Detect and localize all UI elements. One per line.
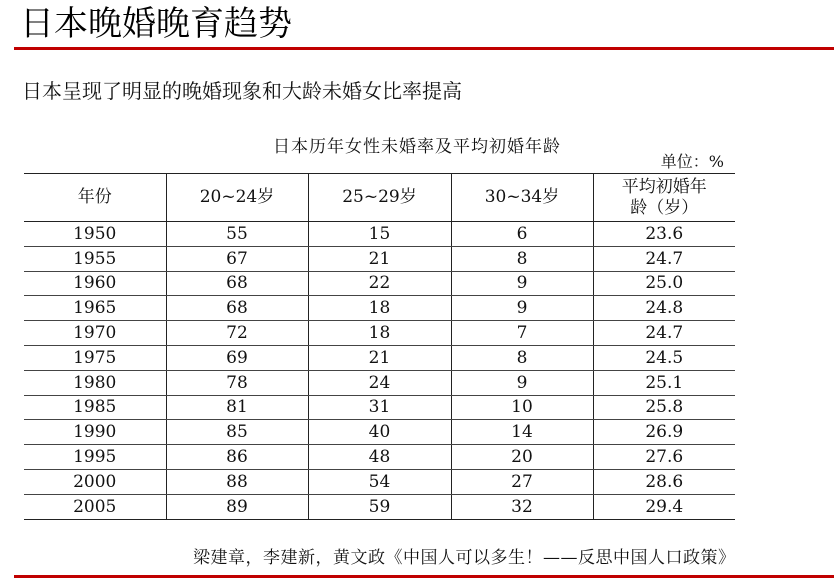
subtitle: 日本呈现了明显的晚婚现象和大龄未婚女比率提高	[22, 79, 462, 103]
cell-mean-marriage-age: 25.8	[593, 395, 735, 420]
cell-age-20-24: 72	[166, 321, 308, 346]
cell-age-25-29: 24	[308, 370, 451, 395]
header-age-30-34: 30~34岁	[451, 174, 593, 222]
table-header-row	[24, 174, 735, 222]
cell-age-25-29: 22	[308, 271, 451, 296]
cell-age-30-34: 6	[451, 222, 593, 247]
table-row	[24, 246, 735, 271]
table-row	[24, 395, 735, 420]
cell-age-25-29: 18	[308, 296, 451, 321]
header-age-25-29: 25~29岁	[308, 174, 451, 222]
cell-age-25-29: 54	[308, 469, 451, 494]
cell-year: 1985	[24, 395, 166, 420]
cell-age-30-34: 20	[451, 445, 593, 470]
cell-mean-marriage-age: 24.8	[593, 296, 735, 321]
cell-age-20-24: 88	[166, 469, 308, 494]
table-row	[24, 370, 735, 395]
cell-year: 1975	[24, 345, 166, 370]
cell-age-25-29: 40	[308, 420, 451, 445]
citation: 梁建章，李建新，黄文政《中国人可以多生！——反思中国人口政策》	[193, 548, 736, 568]
cell-mean-marriage-age: 24.7	[593, 321, 735, 346]
table-row	[24, 445, 735, 470]
table-row	[24, 345, 735, 370]
table-row	[24, 271, 735, 296]
cell-age-25-29: 21	[308, 345, 451, 370]
table-row	[24, 296, 735, 321]
cell-mean-marriage-age: 27.6	[593, 445, 735, 470]
cell-mean-marriage-age: 23.6	[593, 222, 735, 247]
cell-age-30-34: 32	[451, 494, 593, 519]
cell-year: 1970	[24, 321, 166, 346]
cell-year: 2000	[24, 469, 166, 494]
cell-age-25-29: 48	[308, 445, 451, 470]
cell-age-30-34: 10	[451, 395, 593, 420]
cell-mean-marriage-age: 26.9	[593, 420, 735, 445]
cell-year: 1955	[24, 246, 166, 271]
header-mean-marriage-age-text: 平均初婚年龄（岁）	[621, 176, 707, 218]
table-row	[24, 469, 735, 494]
cell-mean-marriage-age: 24.5	[593, 345, 735, 370]
cell-age-30-34: 9	[451, 370, 593, 395]
bottom-divider	[14, 575, 834, 578]
cell-age-20-24: 67	[166, 246, 308, 271]
table-caption: 日本历年女性未婚率及平均初婚年龄	[273, 137, 561, 157]
cell-age-20-24: 78	[166, 370, 308, 395]
table-row	[24, 321, 735, 346]
cell-age-25-29: 31	[308, 395, 451, 420]
unit-label: 单位：%	[660, 152, 724, 171]
cell-age-30-34: 8	[451, 246, 593, 271]
table-row	[24, 494, 735, 519]
cell-year: 2005	[24, 494, 166, 519]
cell-mean-marriage-age: 25.1	[593, 370, 735, 395]
cell-year: 1995	[24, 445, 166, 470]
cell-age-30-34: 7	[451, 321, 593, 346]
table-row	[24, 222, 735, 247]
title-divider	[14, 47, 834, 50]
header-mean-marriage-age	[593, 174, 735, 222]
cell-year: 1980	[24, 370, 166, 395]
cell-year: 1965	[24, 296, 166, 321]
cell-age-30-34: 14	[451, 420, 593, 445]
cell-year: 1990	[24, 420, 166, 445]
cell-age-25-29: 21	[308, 246, 451, 271]
cell-age-20-24: 81	[166, 395, 308, 420]
cell-year: 1950	[24, 222, 166, 247]
cell-age-30-34: 27	[451, 469, 593, 494]
cell-age-30-34: 8	[451, 345, 593, 370]
cell-mean-marriage-age: 25.0	[593, 271, 735, 296]
cell-age-20-24: 69	[166, 345, 308, 370]
table-row	[24, 420, 735, 445]
cell-age-20-24: 89	[166, 494, 308, 519]
cell-age-20-24: 55	[166, 222, 308, 247]
page-title: 日本晚婚晚育趋势	[20, 4, 292, 44]
header-age-20-24: 20~24岁	[166, 174, 308, 222]
cell-age-30-34: 9	[451, 296, 593, 321]
cell-age-30-34: 9	[451, 271, 593, 296]
cell-age-25-29: 18	[308, 321, 451, 346]
cell-age-20-24: 86	[166, 445, 308, 470]
cell-age-20-24: 68	[166, 271, 308, 296]
data-table	[24, 173, 735, 520]
header-year: 年份	[24, 174, 166, 222]
cell-year: 1960	[24, 271, 166, 296]
cell-age-20-24: 85	[166, 420, 308, 445]
cell-mean-marriage-age: 28.6	[593, 469, 735, 494]
cell-age-25-29: 59	[308, 494, 451, 519]
table-body	[24, 222, 735, 520]
cell-mean-marriage-age: 29.4	[593, 494, 735, 519]
cell-mean-marriage-age: 24.7	[593, 246, 735, 271]
cell-age-25-29: 15	[308, 222, 451, 247]
cell-age-20-24: 68	[166, 296, 308, 321]
